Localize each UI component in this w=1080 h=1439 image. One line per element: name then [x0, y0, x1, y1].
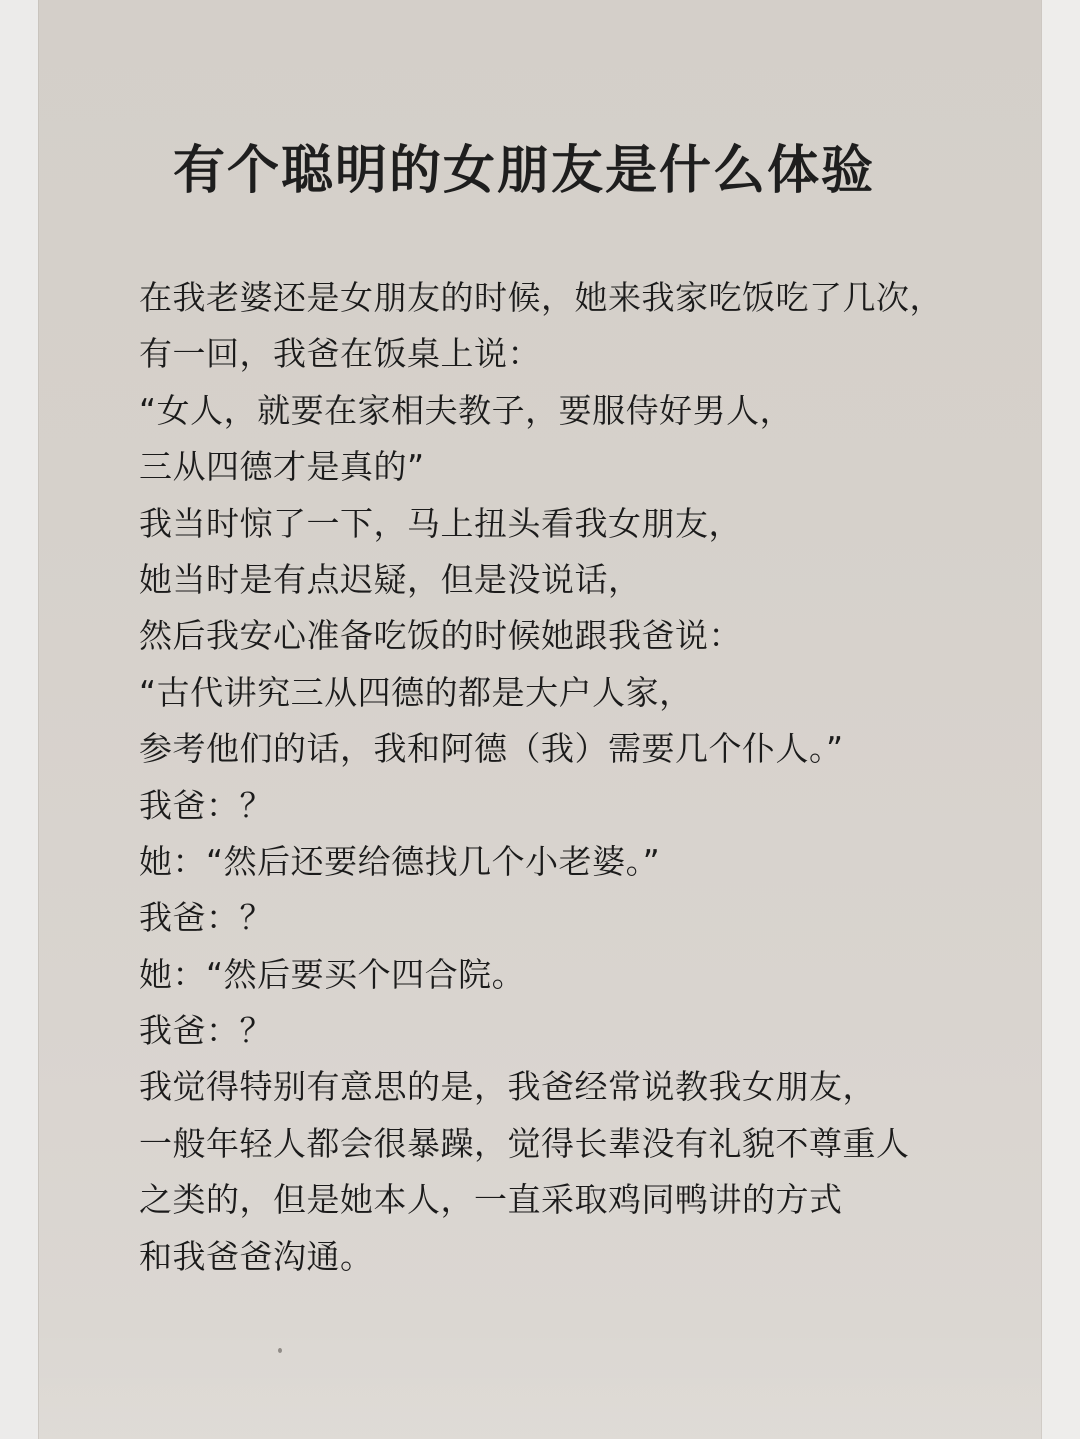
- paper-sheet: [38, 0, 1042, 1439]
- left-margin: [0, 0, 38, 1439]
- article-title: [38, 136, 1042, 206]
- body-line: 我爸：？: [139, 898, 273, 938]
- body-line: 我爸：？: [139, 1011, 273, 1051]
- body-line: 参考他们的话，我和阿德（我）需要几个仆人。”: [139, 729, 844, 769]
- body-line: 和我爸爸沟通。: [139, 1236, 374, 1276]
- body-line: 之类的，但是她本人，一直采取鸡同鸭讲的方式: [139, 1180, 843, 1220]
- paper-bottom-shade: [38, 1319, 1042, 1439]
- right-margin: [1042, 0, 1080, 1439]
- body-line: 我当时惊了一下，马上扭头看我女朋友，: [139, 503, 742, 543]
- article-body: [139, 270, 1019, 1285]
- body-line: 在我老婆还是女朋友的时候，她来我家吃饭吃了几次，: [139, 278, 943, 317]
- body-line: 然后我安心准备吃饭的时候她跟我爸说：: [139, 616, 742, 656]
- body-line: 我爸：？: [139, 785, 273, 825]
- body-line: 一般年轻人都会很暴躁，觉得长辈没有礼貌不尊重人: [139, 1123, 910, 1163]
- body-line: 我觉得特别有意思的是，我爸经常说教我女朋友，: [139, 1067, 876, 1107]
- body-line: “古代讲究三从四德的都是大户人家，: [139, 672, 693, 712]
- body-line: “女人，就要在家相夫教子，要服侍好男人，: [139, 390, 794, 430]
- body-line: 她：“然后还要给德找几个小老婆。”: [139, 841, 661, 881]
- body-line: 她当时是有点迟疑，但是没说话，: [139, 559, 642, 599]
- article-title-text: 有个聪明的女朋友是什么体验: [172, 141, 875, 201]
- body-line: 有一回，我爸在饭桌上说：: [139, 334, 541, 374]
- body-line: 她：“然后要买个四合院。: [139, 954, 526, 994]
- body-line: 三从四德才是真的”: [139, 447, 425, 487]
